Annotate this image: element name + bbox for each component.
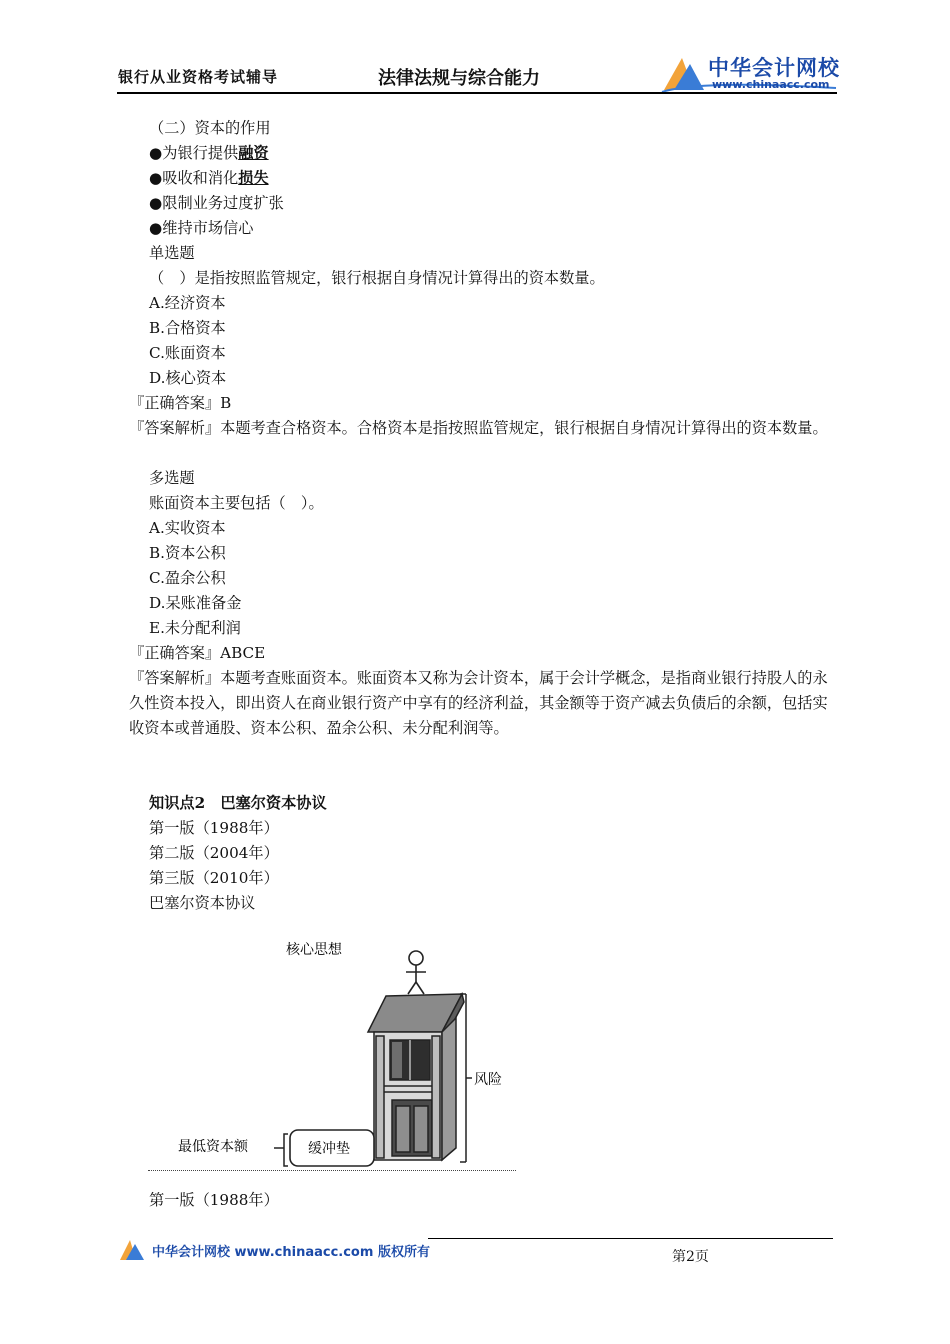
emphasis-term: 融资 (238, 144, 269, 162)
option: C.盈余公积 (149, 569, 226, 587)
correct-answer: 『正确答案』B (129, 394, 232, 412)
building-icon (368, 994, 464, 1160)
footer-rule (428, 1238, 833, 1239)
answer-analysis: 『答案解析』本题考查账面资本。账面资本又称为会计资本，属于会计学概念，是指商业银行持股人的永久性资本投入，即出资人在商业银行资产中享有的经济利益，其金额等于资产减去负债后的余额，包括实收资本或普通股、资本公积、盈余公积、未分配利润等。 (129, 669, 828, 737)
page-number: 第2页 (672, 1249, 709, 1265)
emphasis-term: 损失 (238, 169, 269, 187)
logo-url: www.chinaacc.com (712, 78, 830, 91)
buffer-label: 缓冲垫 (308, 1141, 350, 1157)
question-type: 多选题 (149, 469, 195, 487)
basel-building-diagram (170, 936, 530, 1186)
document-body (129, 116, 839, 916)
option: B.资本公积 (149, 544, 226, 562)
option: B.合格资本 (149, 319, 226, 337)
question-stem: 账面资本主要包括（ ）。 (149, 494, 324, 512)
option: C.账面资本 (149, 344, 226, 362)
option: D.核心资本 (149, 369, 227, 387)
section-heading: （二）资本的作用 (149, 119, 271, 137)
list-item: 第二版（2004年） (149, 844, 279, 862)
correct-answer: 『正确答案』ABCE (129, 644, 266, 662)
bullet-item: ●维持市场信心 (149, 219, 254, 237)
risk-bracket (460, 994, 472, 1162)
dotted-divider (148, 1170, 516, 1171)
list-item: 巴塞尔资本协议 (149, 894, 256, 912)
bullet-item: ●吸收和消化损失 (149, 169, 269, 187)
list-item: 第一版（1988年） (149, 1191, 279, 1209)
figure-left-label: 最低资本额 (178, 1139, 248, 1155)
question-stem: （ ）是指按照监管规定，银行根据自身情况计算得出的资本数量。 (149, 269, 605, 287)
bullet-item: ●限制业务过度扩张 (149, 194, 284, 212)
footer-copyright: 中华会计网校 www.chinaacc.com 版权所有 (152, 1245, 430, 1260)
header-series-title: 银行从业资格考试辅导 (118, 68, 279, 86)
figure-top-label: 核心思想 (286, 942, 342, 958)
answer-analysis: 『答案解析』本题考查合格资本。合格资本是指按照监管规定，银行根据自身情况计算得出的资本数量。 (129, 419, 828, 437)
list-item: 第一版（1988年） (149, 819, 279, 837)
question-type: 单选题 (149, 244, 195, 262)
figure-right-label: 风险 (474, 1072, 502, 1088)
after-figure-block (129, 1188, 839, 1213)
footer-logo-icon (118, 1236, 148, 1262)
person-icon (406, 951, 426, 994)
option: A.实收资本 (149, 519, 226, 537)
logo-name: 中华会计网校 (708, 56, 840, 80)
option: E.未分配利润 (149, 619, 241, 637)
knowledge-point-title: 知识点2 巴塞尔资本协议 (149, 794, 327, 812)
header-course-title: 法律法规与综合能力 (378, 68, 540, 89)
option: A.经济资本 (149, 294, 226, 312)
list-item: 第三版（2010年） (149, 869, 279, 887)
option: D.呆账准备金 (149, 594, 242, 612)
header-rule (117, 92, 837, 94)
bullet-item: ●为银行提供融资 (149, 144, 269, 162)
